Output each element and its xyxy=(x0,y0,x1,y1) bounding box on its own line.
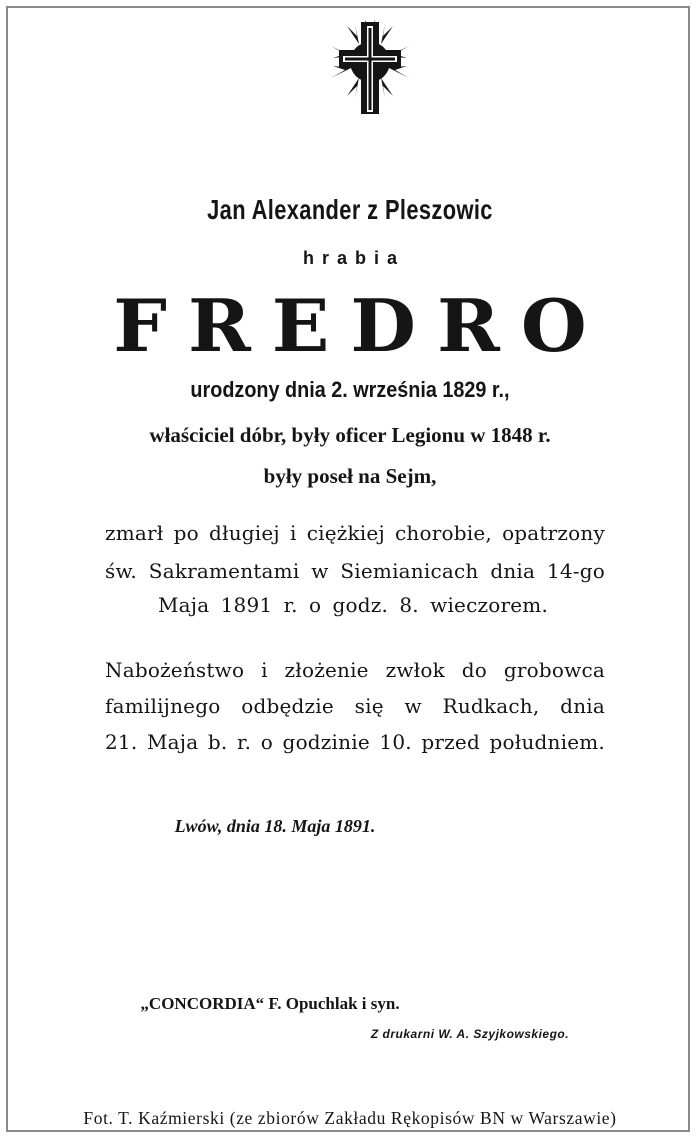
cross-with-rays-icon xyxy=(325,16,415,116)
funeral-line-3: 21. Maja b. r. o godzinie 10. przed południem. xyxy=(105,730,605,754)
funeral-line-1: Nabożeństwo i złożenie zwłok do grobowca xyxy=(105,658,605,682)
info-line-2: były poseł na Sejm, xyxy=(263,464,437,488)
death-line-2: św. Sakramentami w Siemianicach dnia 14-go xyxy=(105,559,605,583)
surname: FREDRO xyxy=(113,283,608,368)
photo-credit: Fot. T. Kaźmierski (ze zbiorów Zakładu Rękopisów BN w Warszawie) xyxy=(83,1108,617,1128)
death-line-1: zmarł po długiej i ciężkiej chorobie, opatrzony xyxy=(105,521,605,545)
printer-line-1: „CONCORDIA“ F. Opuchlak i syn. xyxy=(140,994,400,1013)
place-date: Lwów, dnia 18. Maja 1891. xyxy=(174,816,376,836)
info-line-1: właściciel dóbr, były oficer Legionu w 1848 r. xyxy=(149,423,551,447)
death-line-3: Maja 1891 r. o godz. 8. wieczorem. xyxy=(158,593,548,617)
printer-line-2: Z drukarni W. A. Szyjkowskiego. xyxy=(370,1027,570,1041)
birth-line: urodzony dnia 2. września 1829 r., xyxy=(190,377,510,402)
funeral-line-2: familijnego odbędzie się w Rudkach, dnia xyxy=(105,694,605,718)
title-line: hrabia xyxy=(302,248,406,268)
name-line: Jan Alexander z Pleszowic xyxy=(207,194,493,225)
